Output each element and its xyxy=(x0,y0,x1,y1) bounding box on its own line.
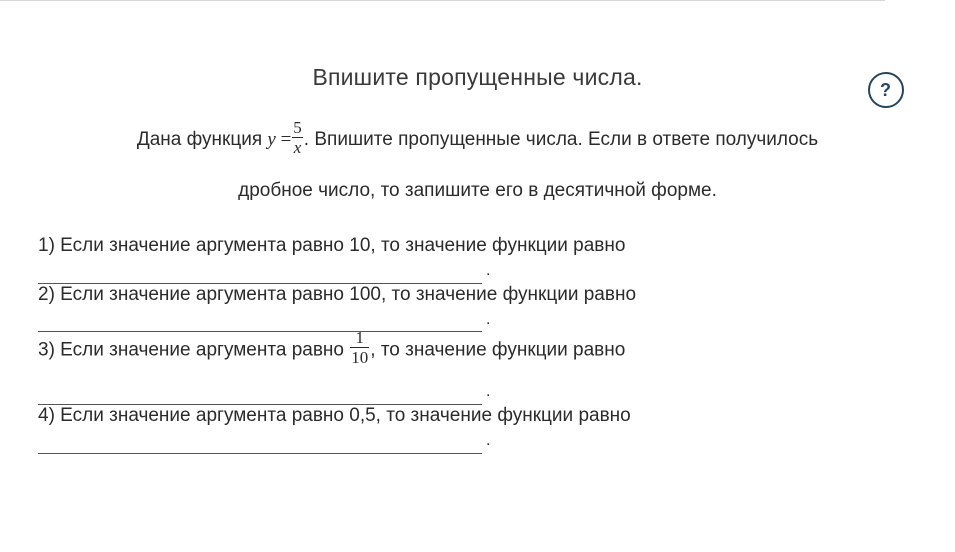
question-2-period: . xyxy=(486,311,491,328)
description-after: . Впишите пропущенные числа. Если в ответе получилось xyxy=(303,128,819,150)
question-4-answer-field[interactable] xyxy=(38,453,482,454)
task-description-line-1 xyxy=(0,118,955,159)
page-title: Впишите пропущенные числа. xyxy=(312,64,643,90)
function-eq: = xyxy=(275,128,292,150)
help-glyph: ? xyxy=(880,80,891,100)
question-1-text: 1) Если значение аргумента равно 10, то значение функции равно xyxy=(38,235,626,256)
question-3-fraction xyxy=(350,329,369,366)
description-before: Дана функция xyxy=(136,128,268,150)
question-4-text: 4) Если значение аргумента равно 0,5, то значение функции равно xyxy=(38,405,631,426)
question-1-period: . xyxy=(486,262,491,279)
question-3-text xyxy=(38,328,626,369)
top-divider xyxy=(0,0,885,1)
question-3-numerator: 1 xyxy=(350,329,369,348)
question-3-denominator: 10 xyxy=(351,348,369,367)
function-denominator: x xyxy=(293,138,302,157)
task-description-line-2: дробное число, то запишите его в десятичной форме. xyxy=(238,180,717,201)
question-2-text: 2) Если значение аргумента равно 100, то значение функции равно xyxy=(38,284,637,305)
function-formula xyxy=(267,118,303,157)
help-icon[interactable] xyxy=(868,72,904,108)
question-3-after: , то значение функции равно xyxy=(370,339,626,361)
question-4-period: . xyxy=(486,432,491,449)
question-3-before: 3) Если значение аргумента равно xyxy=(38,339,350,361)
function-lhs: y xyxy=(267,128,276,150)
function-numerator: 5 xyxy=(293,118,302,137)
question-3-period: . xyxy=(486,383,491,400)
function-fraction xyxy=(292,119,303,156)
